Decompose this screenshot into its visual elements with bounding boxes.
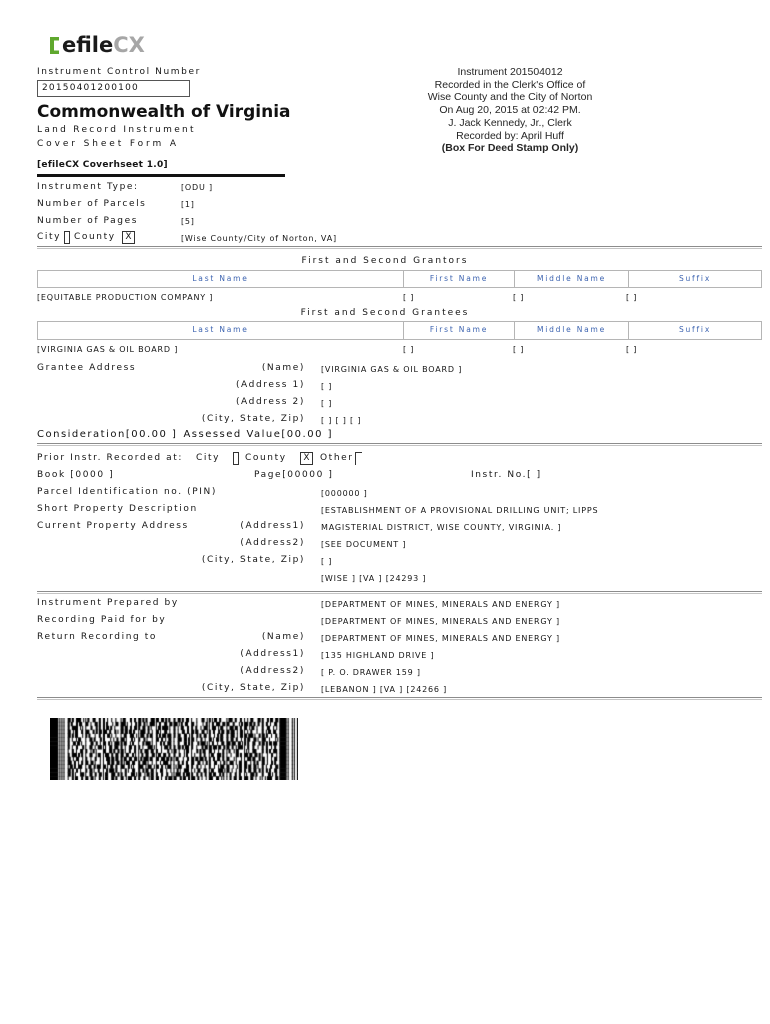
control-number-label: Instrument Control Number [37,67,201,77]
parcel-id-value: [000000 ] [321,489,368,498]
section-divider [37,246,762,249]
number-of-parcels-value: [1] [181,200,195,209]
return-address2-label: (Address2) [240,666,305,676]
grantee-address1-label: (Address 1) [235,380,305,390]
consideration-value: Consideration[00.00 ] [37,429,178,440]
parcel-id-label: Parcel Identification no. (PIN) [37,487,217,497]
city-checkbox [64,231,70,244]
short-description-label: Short Property Description [37,504,198,514]
return-address1-label: (Address1) [240,649,305,659]
column-header-first-name: First Name [403,322,514,339]
grantee-address2-label: (Address 2) [235,397,305,407]
consideration-line [37,429,333,440]
prior-other-label: Other [320,453,354,463]
grantee-suffix: [ ] [626,345,638,354]
property-city-state-zip-continued: [WISE ] [VA ] [24293 ] [321,574,427,583]
stamp-line: J. Jack Kennedy, Jr., Clerk [448,116,572,129]
jurisdiction-value: [Wise County/City of Norton, VA] [181,234,337,243]
short-description-value: [ESTABLISHMENT OF A PROVISIONAL DRILLING UNIT; LIPPS [321,506,599,515]
table-row [37,292,762,303]
property-city-state-zip-label: (City, State, Zip) [201,555,305,565]
grantors-table-header [37,270,762,288]
stamp-line: On Aug 20, 2015 at 02:42 PM. [439,104,581,117]
property-address2-label: (Address2) [240,538,305,548]
return-city-state-zip-value: [LEBANON ] [VA ] [24266 ] [321,685,448,694]
grantee-first-name: [ ] [403,345,415,354]
section-divider [37,443,762,446]
prior-county-checkbox: X [300,452,313,465]
efilecx-logo-mark-icon [50,37,60,54]
return-address2-value: [ P. O. DRAWER 159 ] [321,668,421,677]
prior-county-label: County [245,453,287,463]
property-address1-value: MAGISTERIAL DISTRICT, WISE COUNTY, VIRGINIA. ] [321,523,562,532]
control-number-field: 20150401200100 [37,80,190,97]
grantee-address-label: Grantee Address [37,363,137,373]
property-city-state-zip-value: [ ] [321,557,333,566]
grantee-name-label: (Name) [261,363,305,373]
stamp-line: Wise County and the City of Norton [427,91,593,104]
return-to-label: Return Recording to [37,632,158,642]
paid-by-value: [DEPARTMENT OF MINES, MINERALS AND ENERGY ] [321,617,560,626]
stamp-line: Recorded by: April Huff [456,129,564,142]
stamp-line: Recorded in the Clerk's Office of [434,78,586,91]
form-line-1: Land Record Instrument [37,125,196,135]
paid-by-label: Recording Paid for by [37,615,167,625]
column-header-middle-name: Middle Name [514,322,628,339]
column-header-first-name: First Name [403,271,514,287]
prior-book: Book [0000 ] [37,470,115,480]
return-city-state-zip-label: (City, State, Zip) [201,683,305,693]
grantee-middle-name: [ ] [513,345,525,354]
grantees-title: First and Second Grantees [300,308,470,318]
instrument-type-value: [ODU ] [181,183,213,192]
property-address2-value: [SEE DOCUMENT ] [321,540,407,549]
number-of-pages-label: Number of Pages [37,216,139,226]
number-of-pages-value: [5] [181,217,195,226]
return-name-label: (Name) [261,632,305,642]
prepared-by-value: [DEPARTMENT OF MINES, MINERALS AND ENERGY ] [321,600,560,609]
grantor-middle-name: [ ] [513,293,525,302]
stamp-line: Instrument 201504012 [457,66,563,78]
prepared-by-label: Instrument Prepared by [37,598,179,608]
grantee-address1-value: [ ] [321,382,333,391]
grantee-city-state-zip-value: [ ] [ ] [ ] [321,416,362,425]
grantors-title: First and Second Grantors [301,256,469,266]
property-address-label: Current Property Address [37,521,189,531]
logo-brand-main: efile [62,33,114,57]
prior-instrument-label: Prior Instr. Recorded at: [37,453,183,463]
grantees-table-header [37,321,762,340]
logo-brand-suffix: CX [113,33,145,57]
table-row [37,344,762,355]
return-address1-value: [135 HIGHLAND DRIVE ] [321,651,435,660]
number-of-parcels-label: Number of Parcels [37,199,147,209]
prior-other-checkbox [355,452,362,465]
column-header-suffix: Suffix [628,271,761,287]
grantee-address2-value: [ ] [321,399,333,408]
assessed-value: Assessed Value[00.00 ] [183,429,334,440]
grantor-suffix: [ ] [626,293,638,302]
form-version: [efileCX Coverhseet 1.0] [37,160,168,170]
prior-instrument-number: Instr. No.[ ] [471,470,542,480]
grantor-last-name: [EQUITABLE PRODUCTION COMPANY ] [37,293,214,302]
prior-city-label: City [196,453,221,463]
column-header-last-name: Last Name [192,325,249,334]
efilecx-logo [50,33,145,57]
grantee-city-state-zip-label: (City, State, Zip) [201,414,305,424]
column-header-middle-name: Middle Name [514,271,628,287]
city-label: City [37,232,62,242]
prior-page: Page[00000 ] [254,470,334,480]
return-name-value: [DEPARTMENT OF MINES, MINERALS AND ENERGY ] [321,634,560,643]
page-title: Commonwealth of Virginia [37,102,291,122]
stamp-note: (Box For Deed Stamp Only) [441,142,579,155]
county-checkbox: X [122,231,135,244]
prior-city-checkbox [233,452,239,465]
recording-stamp [400,66,620,155]
grantor-first-name: [ ] [403,293,415,302]
property-address1-label: (Address1) [240,521,305,531]
section-divider [37,591,762,594]
county-label: County [74,232,116,242]
grantee-name-value: [VIRGINIA GAS & OIL BOARD ] [321,365,463,374]
section-divider [37,697,762,700]
column-header-suffix: Suffix [628,322,761,339]
barcode [50,718,298,780]
header-underline [37,174,285,177]
grantee-last-name: [VIRGINIA GAS & OIL BOARD ] [37,345,179,354]
instrument-type-label: Instrument Type: [37,182,139,192]
form-line-2: Cover Sheet Form A [37,139,179,149]
column-header-last-name: Last Name [192,274,249,283]
